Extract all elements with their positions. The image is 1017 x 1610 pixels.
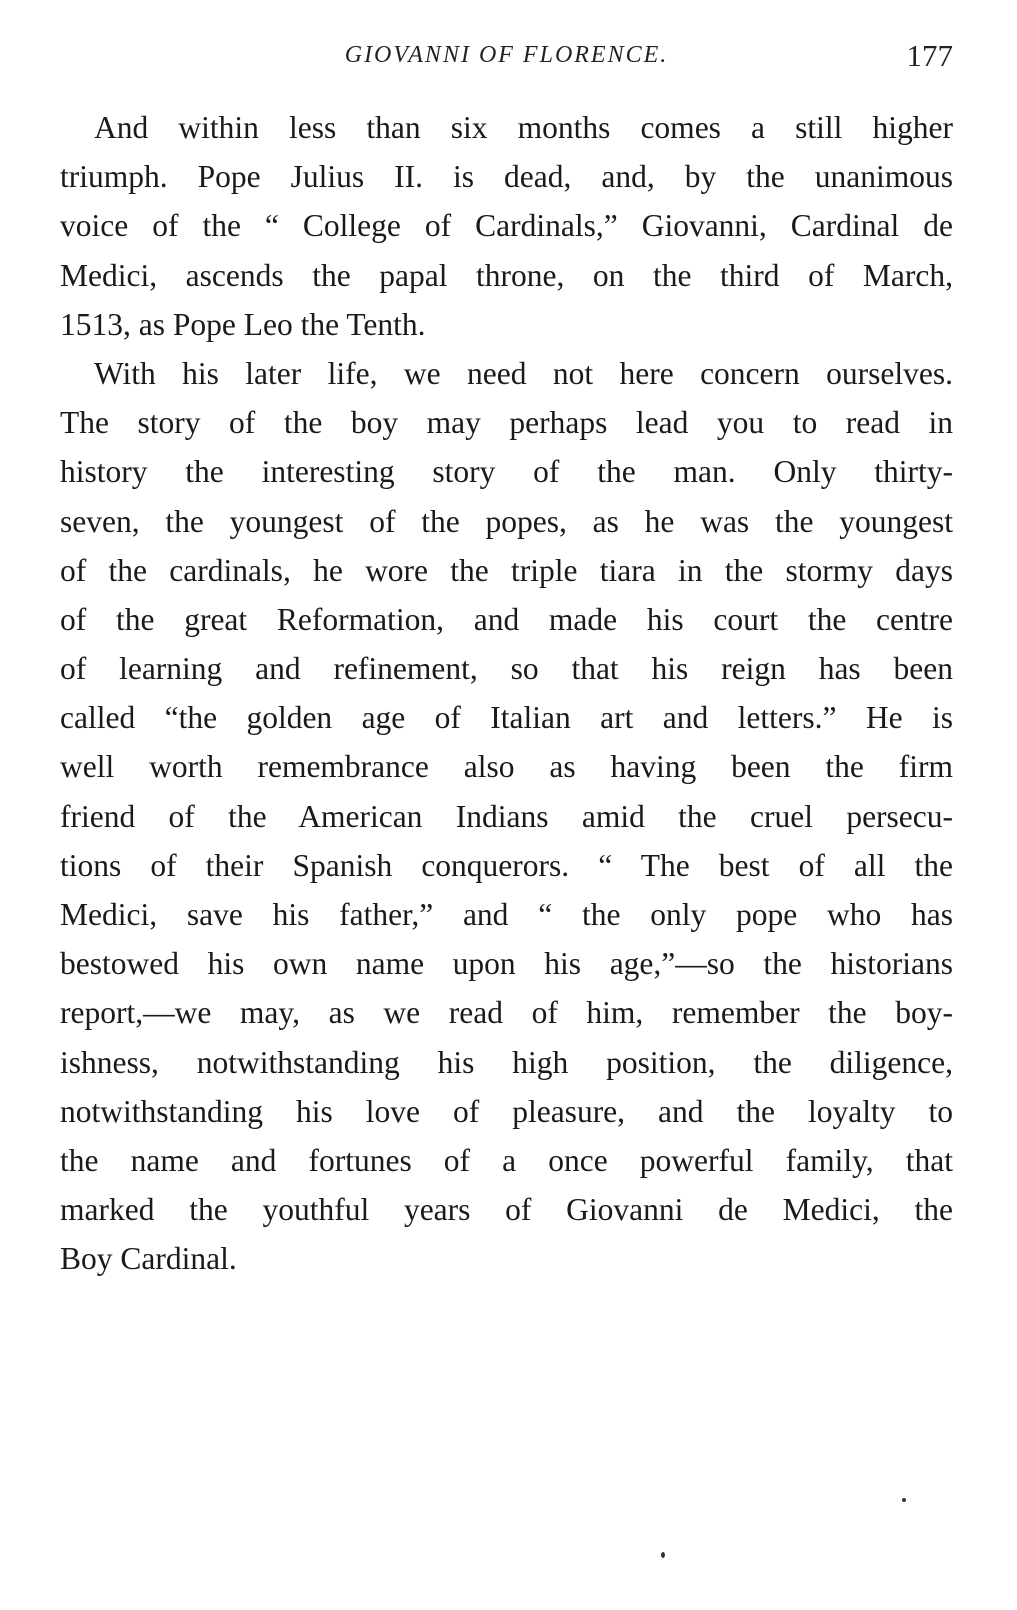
- text-line: of learning and refinement, so that his reign has been: [60, 651, 953, 687]
- text-line: And within less than six months comes a still higher: [94, 110, 953, 145]
- text-line: Medici, save his father,” and “ the only pope who has: [60, 897, 953, 932]
- text-line: Medici, ascends the papal throne, on the third of March,: [60, 257, 953, 293]
- text-line: the name and fortunes of a once powerful family, that: [60, 1142, 953, 1178]
- text-line: seven, the youngest of the popes, as he was the youngest: [60, 503, 953, 539]
- page-number: 177: [906, 38, 953, 73]
- text-line: Boy Cardinal.: [60, 1241, 237, 1277]
- running-head-title: GIOVANNI OF FLORENCE.: [344, 42, 669, 68]
- text-line: friend of the American Indians amid the cruel persecu-: [60, 798, 953, 834]
- text-line: of the great Reformation, and made his court the centre: [60, 601, 953, 637]
- running-head: [60, 38, 953, 82]
- text-line: bestowed his own name upon his age,”—so the historians: [60, 946, 953, 982]
- text-line: With his later life, we need not here concern ourselves.: [94, 355, 953, 391]
- text-line: triumph. Pope Julius II. is dead, and, by the unanimous: [60, 159, 953, 195]
- text-line: called “the golden age of Italian art and letters.” He is: [60, 700, 953, 736]
- text-line: notwithstanding his love of pleasure, and the loyalty to: [60, 1093, 953, 1129]
- text-line: history the interesting story of the man. Only thirty-: [60, 454, 953, 490]
- text-line: ishness, notwithstanding his high position, the diligence,: [60, 1044, 953, 1080]
- text-line: of the cardinals, he wore the triple tiara in the stormy days: [60, 552, 953, 588]
- text-line: The story of the boy may perhaps lead you to read in: [60, 405, 953, 441]
- body-text: [60, 103, 953, 1284]
- text-line: report,—we may, as we read of him, remember the boy-: [60, 995, 953, 1031]
- text-line: well worth remembrance also as having been the firm: [60, 749, 953, 785]
- paragraph-2: [60, 349, 953, 1284]
- paragraph-1: [60, 103, 953, 349]
- text-line: voice of the “ College of Cardinals,” Giovanni, Cardinal de: [60, 208, 953, 244]
- scan-speck: [661, 1552, 665, 1558]
- text-line: 1513, as Pope Leo the Tenth.: [60, 306, 426, 342]
- text-line: marked the youthful years of Giovanni de Medici, the: [60, 1192, 953, 1228]
- text-line: tions of their Spanish conquerors. “ The best of all the: [60, 847, 953, 883]
- scan-speck: [902, 1498, 906, 1502]
